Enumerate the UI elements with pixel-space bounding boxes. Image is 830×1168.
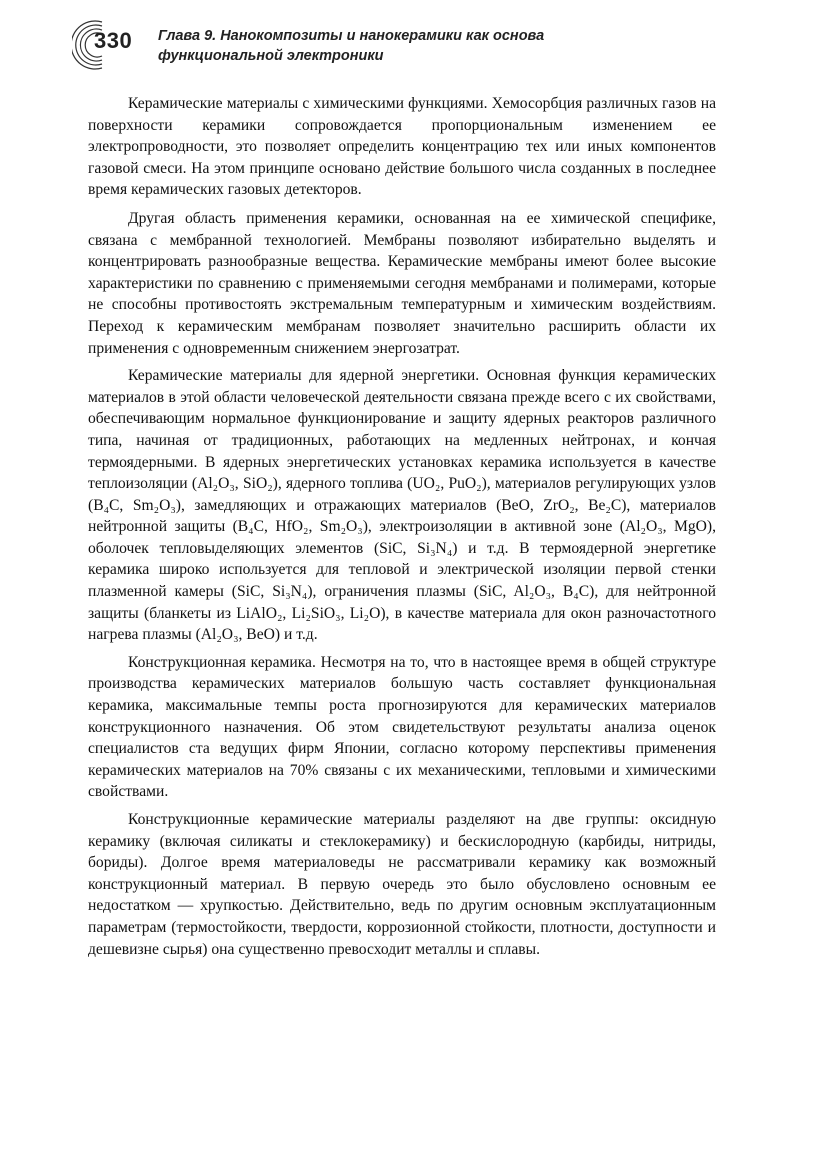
paragraph-chemical-ceramics: Керамические материалы с химическими функциями. Хемосорбция различных газов на поверхности керамики сопровождается пропорциональным изменением ее электропроводности, это позволяет определить концентрацию тех или иных компонентов газовой смеси. На этом принципе основано действие большого числа созданных в последнее время керамических газовых детекторов.	[88, 95, 716, 199]
paragraph-nuclear-ceramics: Керамические материалы для ядерной энергетики. Основная функция керамических материалов в этой области человеческой деятельности связана прежде всего с их свойствами, обеспечивающим нормальное функционирование и защиту ядерных реакторов различного типа, начиная от традиционных, работающих на медленных нейтронах, и кончая термоядерными. В ядерных энергетических установках керамика используется в качестве теплоизоляции (Al₂O₃, SiO₂), ядерного топлива (UO₂, PuO₂), материалов регулирующих узлов (B₄C, Sm₂O₃), замедляющих и отражающих материалов (BeO, ZrO₂, Be₂C), материалов нейтронной защиты (B₄C, HfO₂, Sm₂O₃), электроизоляции в активной зоне (Al₂O₃, MgO), оболочек тепловыделяющих элементов (SiC, Si₃N₄) и т.д. В термоядерной энергетике керамика широко используется для тепловой и электрической изоляции первой стенки плазменной камеры (SiC, Si₃N₄), ограничения плазмы (SiC, Al₂O₃, B₄C), для нейтронной защиты (бланкеты из LiAlO₂, Li₂SiO₃, Li₂O), в качестве материала для окон разночастотного нагрева плазмы (Al₂O₃, BeO) и т.д.	[88, 367, 716, 644]
page-header	[72, 18, 772, 78]
paragraph-structural-groups: Конструкционные керамические материалы разделяют на две группы: оксидную керамику (включая силикаты и стеклокерамику) и бескислородную (карбиды, нитриды, бориды). Долгое время материаловеды не рассматривали керамику как возможный конструкционный материал. В первую очередь это было обусловлено основным ее недостатком — хрупкостью. Действительно, ведь по другим основным эксплуатационным параметрам (термостойкости, твердости, коррозионной стойкости, плотности, доступности и дешевизне сырья) она существенно превосходит металлы и сплавы.	[88, 811, 716, 958]
chapter-title-line1: Глава 9. Нанокомпозиты и нанокерамики как основа	[158, 28, 545, 44]
paragraph-membranes: Другая область применения керамики, основанная на ее химической специфике, связана с мембранной технологией. Мембраны позволяют избирательно выделять и концентрировать разнообразные вещества. Керамические мембраны имеют более высокие характеристики по сравнению с применяемыми сегодня мембранами и полимерами, которые не способны противостоять экстремальным температурным и химическим воздействиям. Переход к керамическим мембранам позволяет значительно расширить области их применения с одновременным снижением энергозатрат.	[88, 209, 716, 357]
paragraph-structural-ceramics: Конструкционная керамика. Несмотря на то, что в настоящее время в общей структуре производства керамических материалов большую часть составляет функциональная керамика, максимальные темпы роста прогнозируются для керамических материалов конструкционного назначения. Об этом свидетельствуют результаты анализа оценок специалистов ста ведущих фирм Японии, согласно которому перспективы применения керамических материалов на 70% связаны с их механическими, тепловыми и химическими свойствами.	[88, 653, 716, 801]
chapter-title-line2: функциональной электроники	[158, 48, 384, 64]
page-number: 330	[94, 28, 133, 53]
chapter-title	[158, 26, 758, 66]
page-body	[88, 93, 716, 966]
